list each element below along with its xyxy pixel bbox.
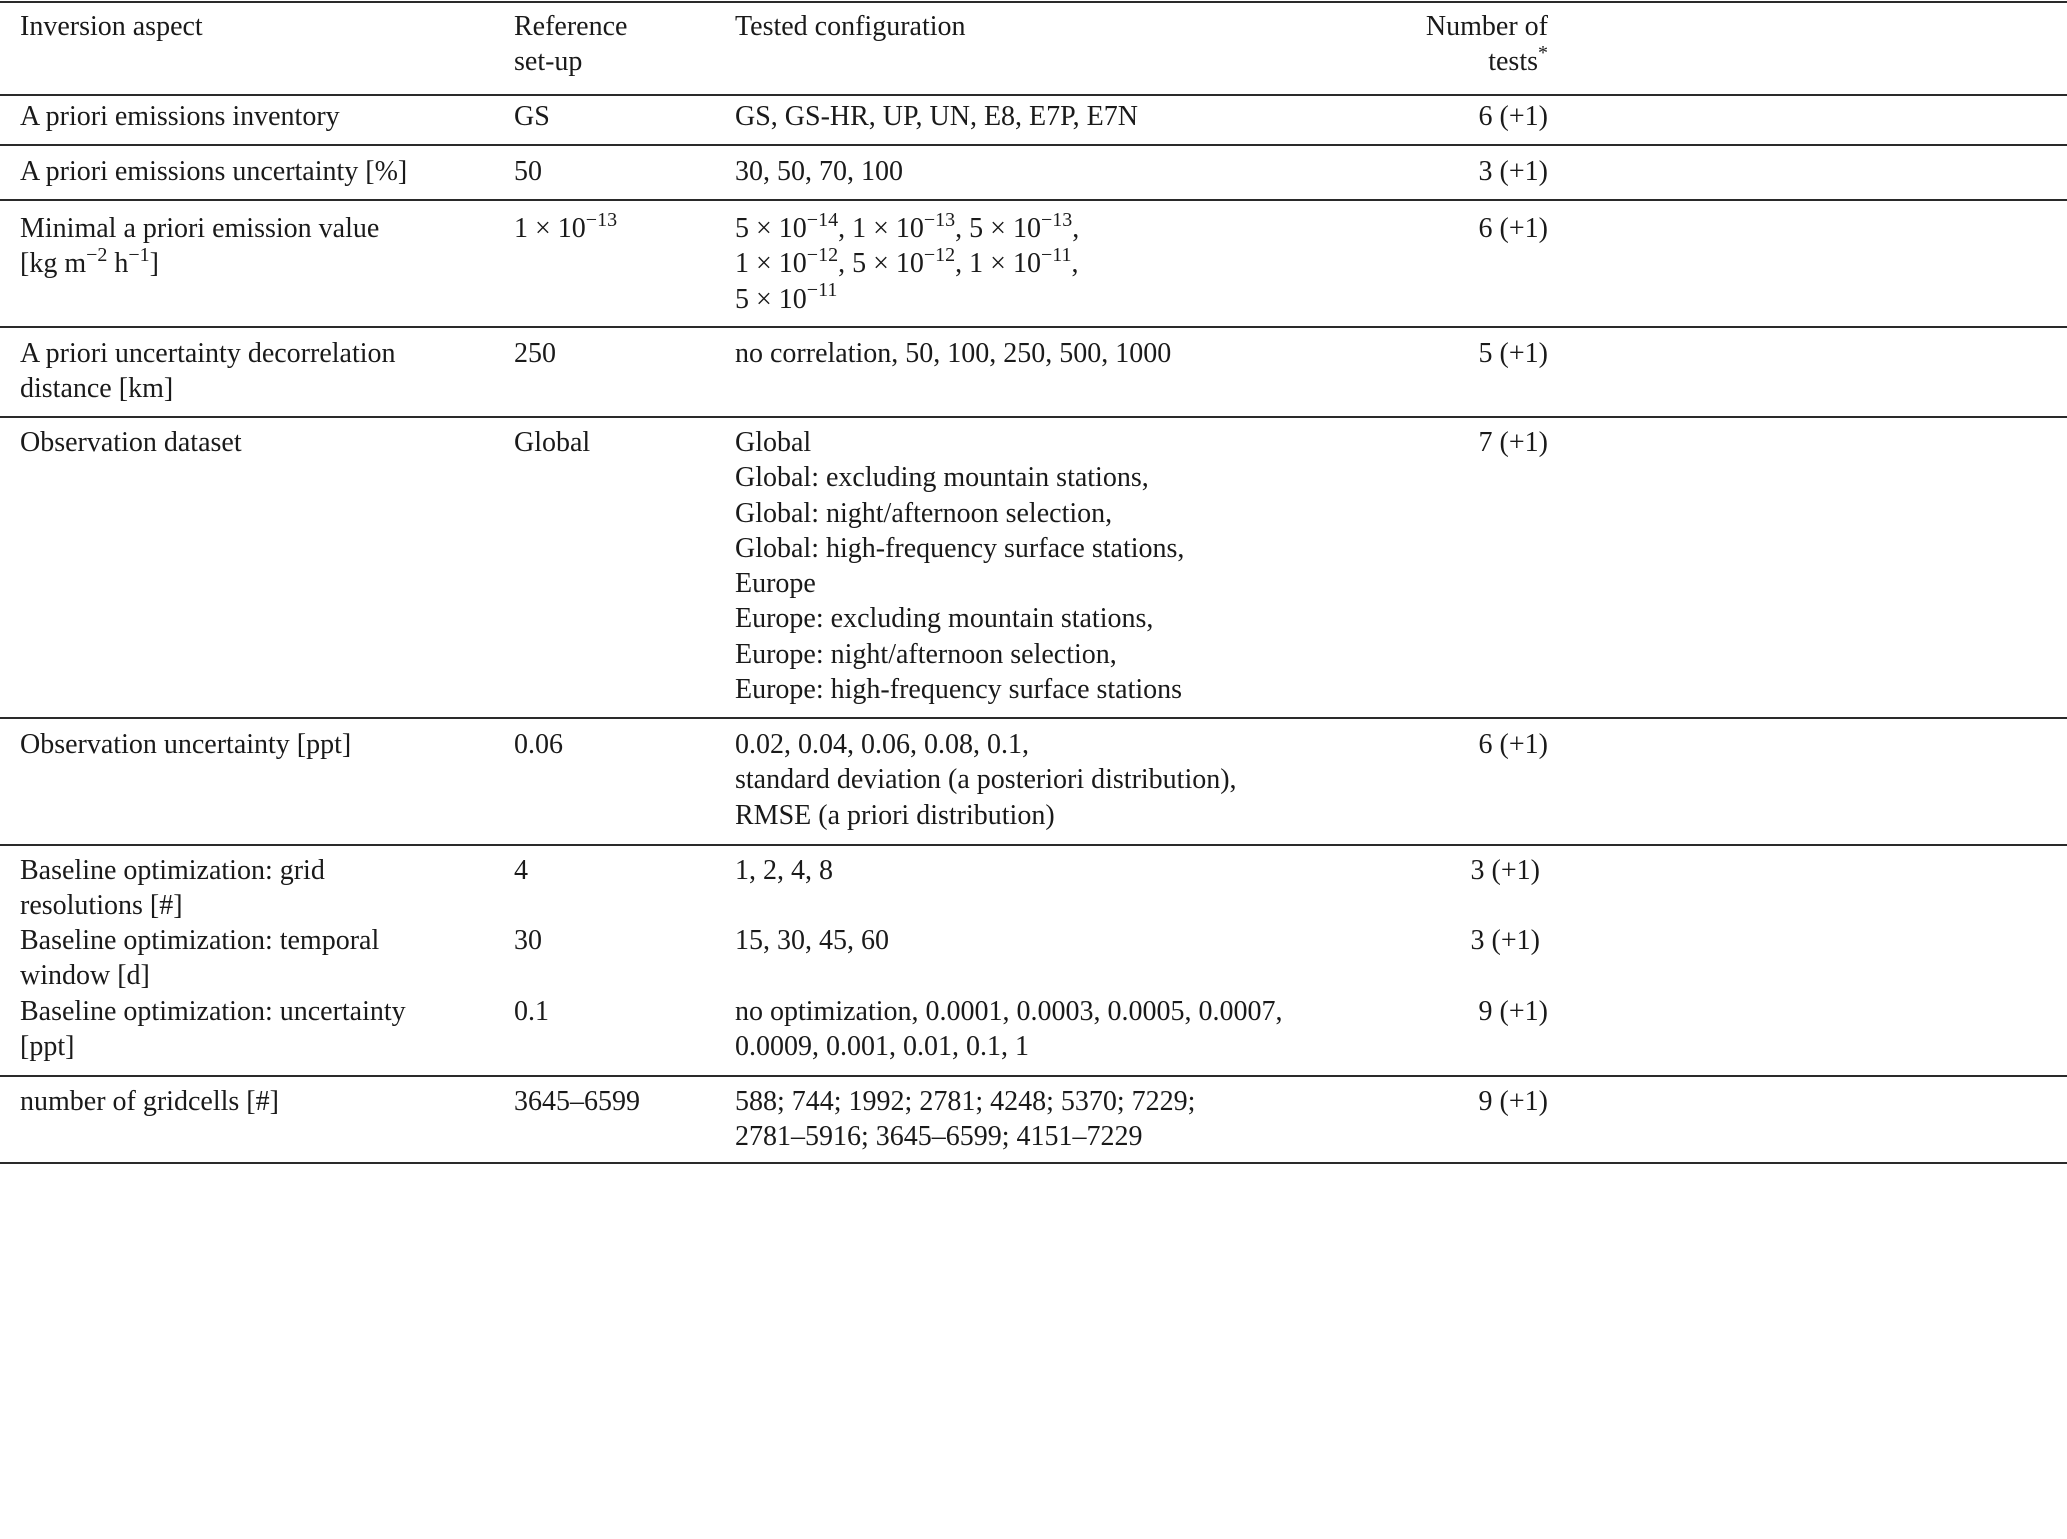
cell-reference: 0.06	[514, 729, 563, 760]
cell-reference: Global	[514, 427, 591, 458]
cell-text: 30, 50, 70, 100	[735, 156, 903, 187]
cell-number: 3 (+1)	[1478, 156, 1548, 187]
cell-tested	[735, 923, 889, 958]
cell-text: 0.02, 0.04, 0.06, 0.08, 0.1,	[735, 729, 1029, 760]
cell-text: A priori uncertainty decorrelation	[20, 338, 396, 369]
cell-number: 6 (+1)	[1478, 213, 1548, 244]
cell-aspect	[20, 425, 242, 460]
cell-text: Baseline optimization: uncertainty	[20, 996, 406, 1027]
cell-text: $1 \times 10^{-12}$, $5 \times 10^{-12}$, $1 \times 10^{-11}$,	[735, 243, 1079, 280]
cell-reference: 0.1	[514, 996, 549, 1027]
cell-text: A priori emissions inventory	[20, 101, 340, 132]
cell-tested	[735, 853, 833, 888]
cell-number: 9 (+1)	[1478, 1086, 1548, 1117]
cell-text: resolutions [#]	[20, 890, 183, 922]
row-rule	[0, 1075, 2067, 1077]
cell-reference: 30	[514, 925, 542, 956]
cell-reference: GS	[514, 101, 550, 132]
cell-number: 3 (+1)	[1470, 855, 1540, 886]
cell-aspect	[20, 1084, 279, 1119]
cell-text: Global	[735, 427, 812, 458]
cell-text: RMSE (a priori distribution)	[735, 799, 1055, 831]
cell-text: Europe: high-frequency surface stations	[735, 674, 1183, 706]
cell-text: standard deviation (a posteriori distribution),	[735, 764, 1237, 796]
cell-tested	[735, 425, 1184, 707]
row-rule	[0, 416, 2067, 418]
header-inversion-aspect	[20, 9, 203, 44]
cell-number: 6 (+1)	[1478, 729, 1548, 760]
cell-aspect	[20, 994, 406, 1065]
cell-text: window [d]	[20, 960, 150, 992]
cell-text: 0.0009, 0.001, 0.01, 0.1, 1	[735, 1031, 1029, 1063]
cell-text: distance [km]	[20, 373, 174, 405]
cell-text: number of gridcells [#]	[20, 1086, 279, 1117]
row-rule	[0, 144, 2067, 146]
cell-text: Global: excluding mountain stations,	[735, 462, 1149, 494]
cell-text: $5 \times 10^{-14}$, $1 \times 10^{-13}$, $5 \times 10^{-13}$,	[735, 208, 1080, 244]
cell-text: 1, 2, 4, 8	[735, 855, 833, 886]
cell-text: Baseline optimization: grid	[20, 855, 325, 886]
row-rule	[0, 717, 2067, 719]
table-bottom-rule	[0, 1162, 2067, 1164]
header-text: set-up	[514, 46, 583, 78]
row-rule	[0, 844, 2067, 846]
cell-number: 3 (+1)	[1470, 925, 1540, 956]
cell-tested	[735, 1084, 1195, 1155]
header-reference-setup	[514, 9, 627, 80]
header-tested-configuration	[735, 9, 966, 44]
cell-text: $5 \times 10^{-11}$	[735, 279, 838, 315]
cell-number: 6 (+1)	[1478, 101, 1548, 132]
cell-text: Baseline optimization: temporal	[20, 925, 380, 956]
cell-text: [ppt]	[20, 1031, 75, 1063]
header-text: Number of	[1425, 11, 1548, 42]
cell-text: Observation dataset	[20, 427, 242, 458]
cell-tested	[735, 336, 1171, 371]
row-rule	[0, 199, 2067, 201]
cell-text: Europe	[735, 568, 816, 600]
cell-tested	[735, 154, 903, 189]
header-text: Tested configuration	[735, 11, 966, 42]
row-rule	[0, 326, 2067, 328]
cell-text: Minimal a priori emission value	[20, 213, 380, 244]
cell-tested	[735, 208, 1080, 317]
cell-text: 2781–5916; 3645–6599; 4151–7229	[735, 1121, 1143, 1153]
header-text: Inversion aspect	[20, 11, 203, 42]
cell-text: Observation uncertainty [ppt]	[20, 729, 352, 760]
cell-aspect	[20, 99, 340, 134]
cell-text: 15, 30, 45, 60	[735, 925, 889, 956]
cell-reference: 3645–6599	[514, 1086, 640, 1117]
cell-text: GS, GS-HR, UP, UN, E8, E7P, E7N	[735, 101, 1138, 132]
cell-aspect	[20, 154, 407, 189]
cell-text: [kg $m^{-2}$ $h^{-1}$]	[20, 243, 159, 280]
table-top-rule	[0, 1, 2067, 3]
cell-tested	[735, 99, 1138, 134]
header-text: tests*	[1488, 41, 1548, 78]
cell-aspect	[20, 923, 379, 994]
cell-aspect	[20, 853, 325, 924]
cell-text: no correlation, 50, 100, 250, 500, 1000	[735, 338, 1172, 369]
cell-text: no optimization, 0.0001, 0.0003, 0.0005, 0.0007,	[735, 996, 1283, 1027]
cell-number: 5 (+1)	[1478, 338, 1548, 369]
cell-aspect	[20, 727, 351, 762]
cell-text: Europe: excluding mountain stations,	[735, 603, 1154, 635]
cell-number: 9 (+1)	[1478, 996, 1548, 1027]
cell-reference: 50	[514, 156, 542, 187]
cell-text: 588; 744; 1992; 2781; 4248; 5370; 7229;	[735, 1086, 1196, 1117]
cell-reference: 4	[514, 855, 528, 886]
cell-text: A priori emissions uncertainty [%]	[20, 156, 408, 187]
cell-text: Global: high-frequency surface stations,	[735, 532, 1185, 564]
cell-number: 7 (+1)	[1478, 427, 1548, 458]
cell-tested	[735, 727, 1237, 833]
cell-aspect	[20, 336, 396, 407]
cell-text: Global: night/afternoon selection,	[735, 497, 1113, 529]
cell-reference: 250	[514, 338, 556, 369]
cell-tested	[735, 994, 1283, 1065]
cell-reference: $1 \times 10^{-13}$	[514, 208, 618, 244]
cell-text: Europe: night/afternoon selection,	[735, 638, 1117, 670]
header-text: Reference	[514, 11, 628, 42]
header-number-of-tests	[1426, 9, 1548, 80]
cell-aspect	[20, 211, 379, 282]
header-rule	[0, 94, 2067, 96]
